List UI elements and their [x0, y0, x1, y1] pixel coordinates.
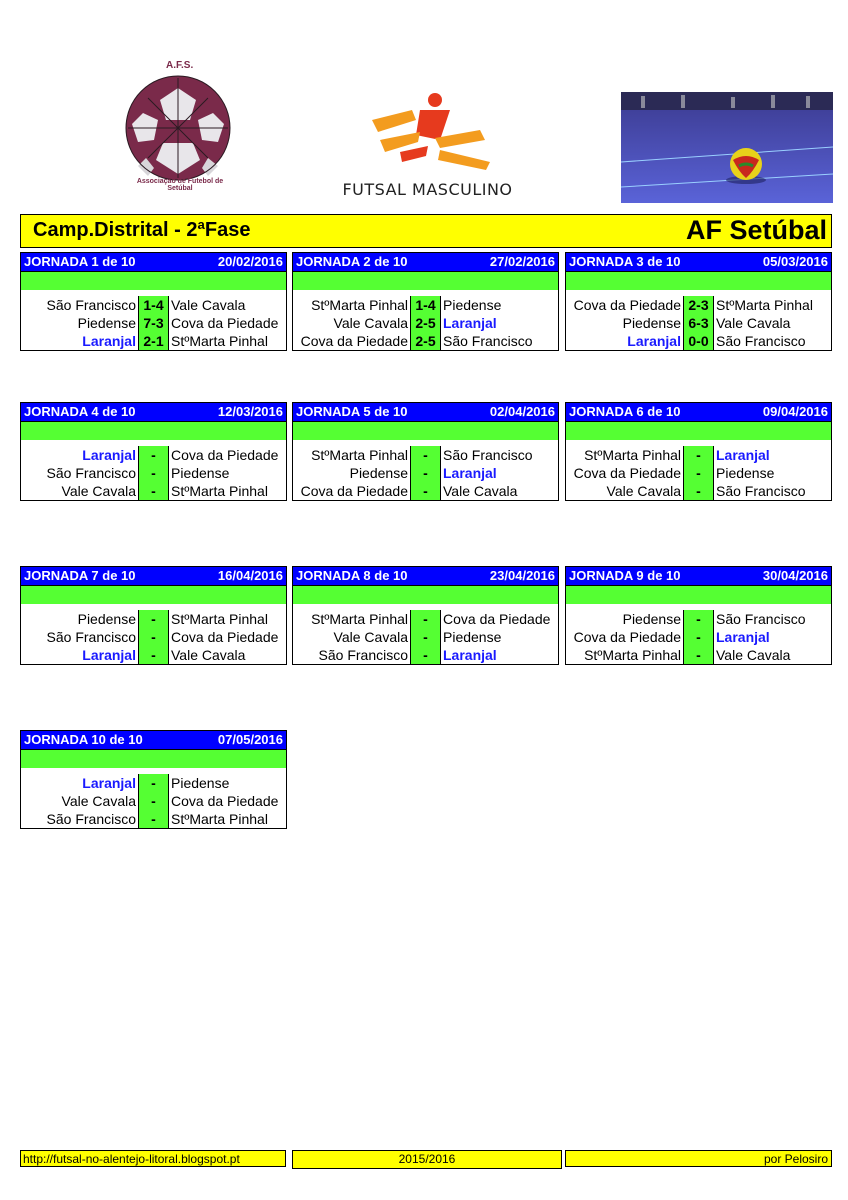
- match-score: -: [411, 446, 441, 464]
- home-team: StºMarta Pinhal: [293, 610, 411, 628]
- match-score: 2-1: [139, 332, 169, 350]
- match-score: -: [139, 792, 169, 810]
- round-table: [565, 252, 832, 351]
- match-row: [21, 332, 286, 350]
- match-score: 0-0: [684, 332, 714, 350]
- round-header: [565, 252, 832, 272]
- home-team: São Francisco: [21, 810, 139, 828]
- away-team: São Francisco: [716, 483, 806, 499]
- match-score: -: [684, 464, 714, 482]
- home-team: StºMarta Pinhal: [566, 446, 684, 464]
- futsal-ball-on-court-icon: [621, 92, 833, 203]
- round-header: [20, 252, 287, 272]
- round-green-bar: [20, 750, 287, 768]
- round-matches: [565, 446, 832, 501]
- away-team: Cova da Piedade: [171, 447, 279, 463]
- round-date: 23/04/2016: [489, 568, 555, 583]
- round-matches: [20, 446, 287, 501]
- match-row: [21, 464, 286, 482]
- home-team: Cova da Piedade: [293, 482, 411, 500]
- match-row: [566, 646, 831, 664]
- round-name: JORNADA 6 de 10: [569, 404, 681, 419]
- match-row: [293, 314, 558, 332]
- round-green-bar: [292, 586, 559, 604]
- away-team: Laranjal: [443, 647, 497, 663]
- round-date: 09/04/2016: [762, 404, 828, 419]
- round-name: JORNADA 7 de 10: [24, 568, 136, 583]
- match-row: [21, 482, 286, 500]
- home-team: São Francisco: [21, 296, 139, 314]
- match-row: [293, 464, 558, 482]
- match-score: -: [684, 646, 714, 664]
- round-date: 20/02/2016: [217, 254, 283, 269]
- round-date: 12/03/2016: [217, 404, 283, 419]
- match-row: [293, 482, 558, 500]
- round-green-bar: [292, 422, 559, 440]
- round-table: [565, 566, 832, 665]
- round-name: JORNADA 5 de 10: [296, 404, 408, 419]
- match-score: -: [684, 628, 714, 646]
- away-team: Vale Cavala: [716, 647, 791, 663]
- round-name: JORNADA 10 de 10: [24, 732, 143, 747]
- afs-logo-ring-text: Associação de Futebol de Setúbal: [136, 178, 224, 192]
- home-team: Vale Cavala: [21, 482, 139, 500]
- round-green-bar: [292, 272, 559, 290]
- away-team: Piedense: [171, 465, 230, 481]
- match-score: -: [684, 446, 714, 464]
- round-green-bar: [20, 272, 287, 290]
- match-score: -: [139, 464, 169, 482]
- home-team: São Francisco: [21, 628, 139, 646]
- round-table: [292, 566, 559, 665]
- match-row: [566, 314, 831, 332]
- away-team: StºMarta Pinhal: [171, 811, 268, 827]
- round-date: 02/04/2016: [489, 404, 555, 419]
- soccer-ball-icon: [108, 58, 248, 198]
- match-score: 2-5: [411, 314, 441, 332]
- away-team: Piedense: [443, 297, 502, 313]
- home-team: Vale Cavala: [293, 628, 411, 646]
- home-team: Cova da Piedade: [566, 464, 684, 482]
- away-team: Piedense: [443, 629, 502, 645]
- match-row: [293, 610, 558, 628]
- match-row: [21, 792, 286, 810]
- round-name: JORNADA 2 de 10: [296, 254, 408, 269]
- round-table: [20, 252, 287, 351]
- round-matches: [565, 296, 832, 351]
- away-team: StºMarta Pinhal: [171, 333, 268, 349]
- match-row: [21, 446, 286, 464]
- home-team: Piedense: [21, 314, 139, 332]
- away-team: StºMarta Pinhal: [716, 297, 813, 313]
- match-score: -: [684, 482, 714, 500]
- home-team: Vale Cavala: [293, 314, 411, 332]
- round-matches: [292, 446, 559, 501]
- round-date: 27/02/2016: [489, 254, 555, 269]
- round-matches: [292, 296, 559, 351]
- round-date: 16/04/2016: [217, 568, 283, 583]
- round-green-bar: [20, 586, 287, 604]
- away-team: Cova da Piedade: [171, 629, 279, 645]
- home-team: Cova da Piedade: [566, 628, 684, 646]
- home-team: Vale Cavala: [21, 792, 139, 810]
- home-team: StºMarta Pinhal: [566, 646, 684, 664]
- match-row: [566, 628, 831, 646]
- home-team: StºMarta Pinhal: [293, 296, 411, 314]
- round-header: [20, 566, 287, 586]
- round-name: JORNADA 3 de 10: [569, 254, 681, 269]
- round-name: JORNADA 8 de 10: [296, 568, 408, 583]
- home-team: Piedense: [566, 610, 684, 628]
- match-score: 1-4: [411, 296, 441, 314]
- round-matches: [20, 296, 287, 351]
- match-row: [566, 446, 831, 464]
- round-date: 30/04/2016: [762, 568, 828, 583]
- home-team: Cova da Piedade: [566, 296, 684, 314]
- home-team: Cova da Piedade: [293, 332, 411, 350]
- round-table: [20, 402, 287, 501]
- home-team: Laranjal: [566, 332, 684, 350]
- match-score: -: [411, 482, 441, 500]
- away-team: Laranjal: [443, 465, 497, 481]
- round-header: [20, 402, 287, 422]
- match-row: [566, 610, 831, 628]
- match-score: -: [139, 810, 169, 828]
- away-team: Vale Cavala: [716, 315, 791, 331]
- footer-url[interactable]: http://futsal-no-alentejo-litoral.blogspot.pt: [20, 1150, 286, 1167]
- away-team: Piedense: [171, 775, 230, 791]
- match-score: 2-3: [684, 296, 714, 314]
- match-score: -: [411, 628, 441, 646]
- away-team: Laranjal: [443, 315, 497, 331]
- home-team: São Francisco: [293, 646, 411, 664]
- away-team: StºMarta Pinhal: [171, 483, 268, 499]
- round-green-bar: [565, 422, 832, 440]
- match-row: [21, 610, 286, 628]
- match-score: 7-3: [139, 314, 169, 332]
- match-row: [293, 628, 558, 646]
- match-row: [21, 646, 286, 664]
- match-row: [293, 296, 558, 314]
- futsal-masculino-logo: [340, 80, 515, 205]
- round-name: JORNADA 9 de 10: [569, 568, 681, 583]
- round-header: [565, 402, 832, 422]
- round-matches: [20, 774, 287, 829]
- match-score: -: [411, 646, 441, 664]
- home-team: Piedense: [293, 464, 411, 482]
- home-team: Piedense: [21, 610, 139, 628]
- round-date: 07/05/2016: [217, 732, 283, 747]
- round-header: [292, 566, 559, 586]
- match-row: [566, 296, 831, 314]
- futsal-masculino-caption: FUTSAL MASCULINO: [342, 180, 513, 199]
- afs-logo-text: A.F.S.: [166, 60, 194, 71]
- away-team: Piedense: [716, 465, 775, 481]
- away-team: Cova da Piedade: [443, 611, 551, 627]
- round-date: 05/03/2016: [762, 254, 828, 269]
- round-header: [565, 566, 832, 586]
- match-row: [21, 314, 286, 332]
- match-row: [21, 774, 286, 792]
- match-row: [566, 464, 831, 482]
- match-score: -: [139, 646, 169, 664]
- round-name: JORNADA 4 de 10: [24, 404, 136, 419]
- match-score: 2-5: [411, 332, 441, 350]
- match-score: -: [684, 610, 714, 628]
- home-team: Laranjal: [21, 646, 139, 664]
- match-row: [293, 332, 558, 350]
- away-team: São Francisco: [443, 333, 533, 349]
- round-header: [20, 730, 287, 750]
- home-team: Laranjal: [21, 446, 139, 464]
- match-score: -: [411, 610, 441, 628]
- match-score: 1-4: [139, 296, 169, 314]
- home-team: Laranjal: [21, 774, 139, 792]
- away-team: Vale Cavala: [171, 647, 246, 663]
- away-team: São Francisco: [443, 447, 533, 463]
- away-team: São Francisco: [716, 611, 806, 627]
- match-row: [21, 628, 286, 646]
- home-team: Vale Cavala: [566, 482, 684, 500]
- away-team: Laranjal: [716, 629, 770, 645]
- away-team: Vale Cavala: [171, 297, 246, 313]
- round-header: [292, 252, 559, 272]
- match-row: [21, 296, 286, 314]
- round-table: [565, 402, 832, 501]
- match-row: [566, 332, 831, 350]
- away-team: Cova da Piedade: [171, 793, 279, 809]
- match-score: -: [411, 464, 441, 482]
- round-table: [292, 402, 559, 501]
- match-score: -: [139, 774, 169, 792]
- away-team: StºMarta Pinhal: [171, 611, 268, 627]
- footer-season: 2015/2016: [292, 1150, 562, 1169]
- championship-title: Camp.Distrital - 2ªFase: [33, 219, 251, 241]
- round-matches: [20, 610, 287, 665]
- home-team: São Francisco: [21, 464, 139, 482]
- futsal-player-icon: [340, 80, 515, 175]
- round-name: JORNADA 1 de 10: [24, 254, 136, 269]
- association-title: AF Setúbal: [685, 215, 827, 245]
- match-row: [293, 646, 558, 664]
- match-row: [566, 482, 831, 500]
- match-score: -: [139, 628, 169, 646]
- round-green-bar: [20, 422, 287, 440]
- round-green-bar: [565, 586, 832, 604]
- away-team: Cova da Piedade: [171, 315, 279, 331]
- home-team: Piedense: [566, 314, 684, 332]
- match-score: -: [139, 482, 169, 500]
- match-score: 6-3: [684, 314, 714, 332]
- round-header: [292, 402, 559, 422]
- round-matches: [565, 610, 832, 665]
- round-table: [20, 730, 287, 829]
- title-bar: [20, 214, 832, 248]
- away-team: Laranjal: [716, 447, 770, 463]
- away-team: Vale Cavala: [443, 483, 518, 499]
- footer-author: por Pelosiro: [565, 1150, 832, 1167]
- match-score: -: [139, 610, 169, 628]
- match-row: [293, 446, 558, 464]
- match-row: [21, 810, 286, 828]
- round-table: [20, 566, 287, 665]
- round-matches: [292, 610, 559, 665]
- round-green-bar: [565, 272, 832, 290]
- afs-logo: [108, 58, 248, 198]
- away-team: São Francisco: [716, 333, 806, 349]
- home-team: Laranjal: [21, 332, 139, 350]
- round-table: [292, 252, 559, 351]
- match-score: -: [139, 446, 169, 464]
- court-photo: [621, 92, 833, 203]
- home-team: StºMarta Pinhal: [293, 446, 411, 464]
